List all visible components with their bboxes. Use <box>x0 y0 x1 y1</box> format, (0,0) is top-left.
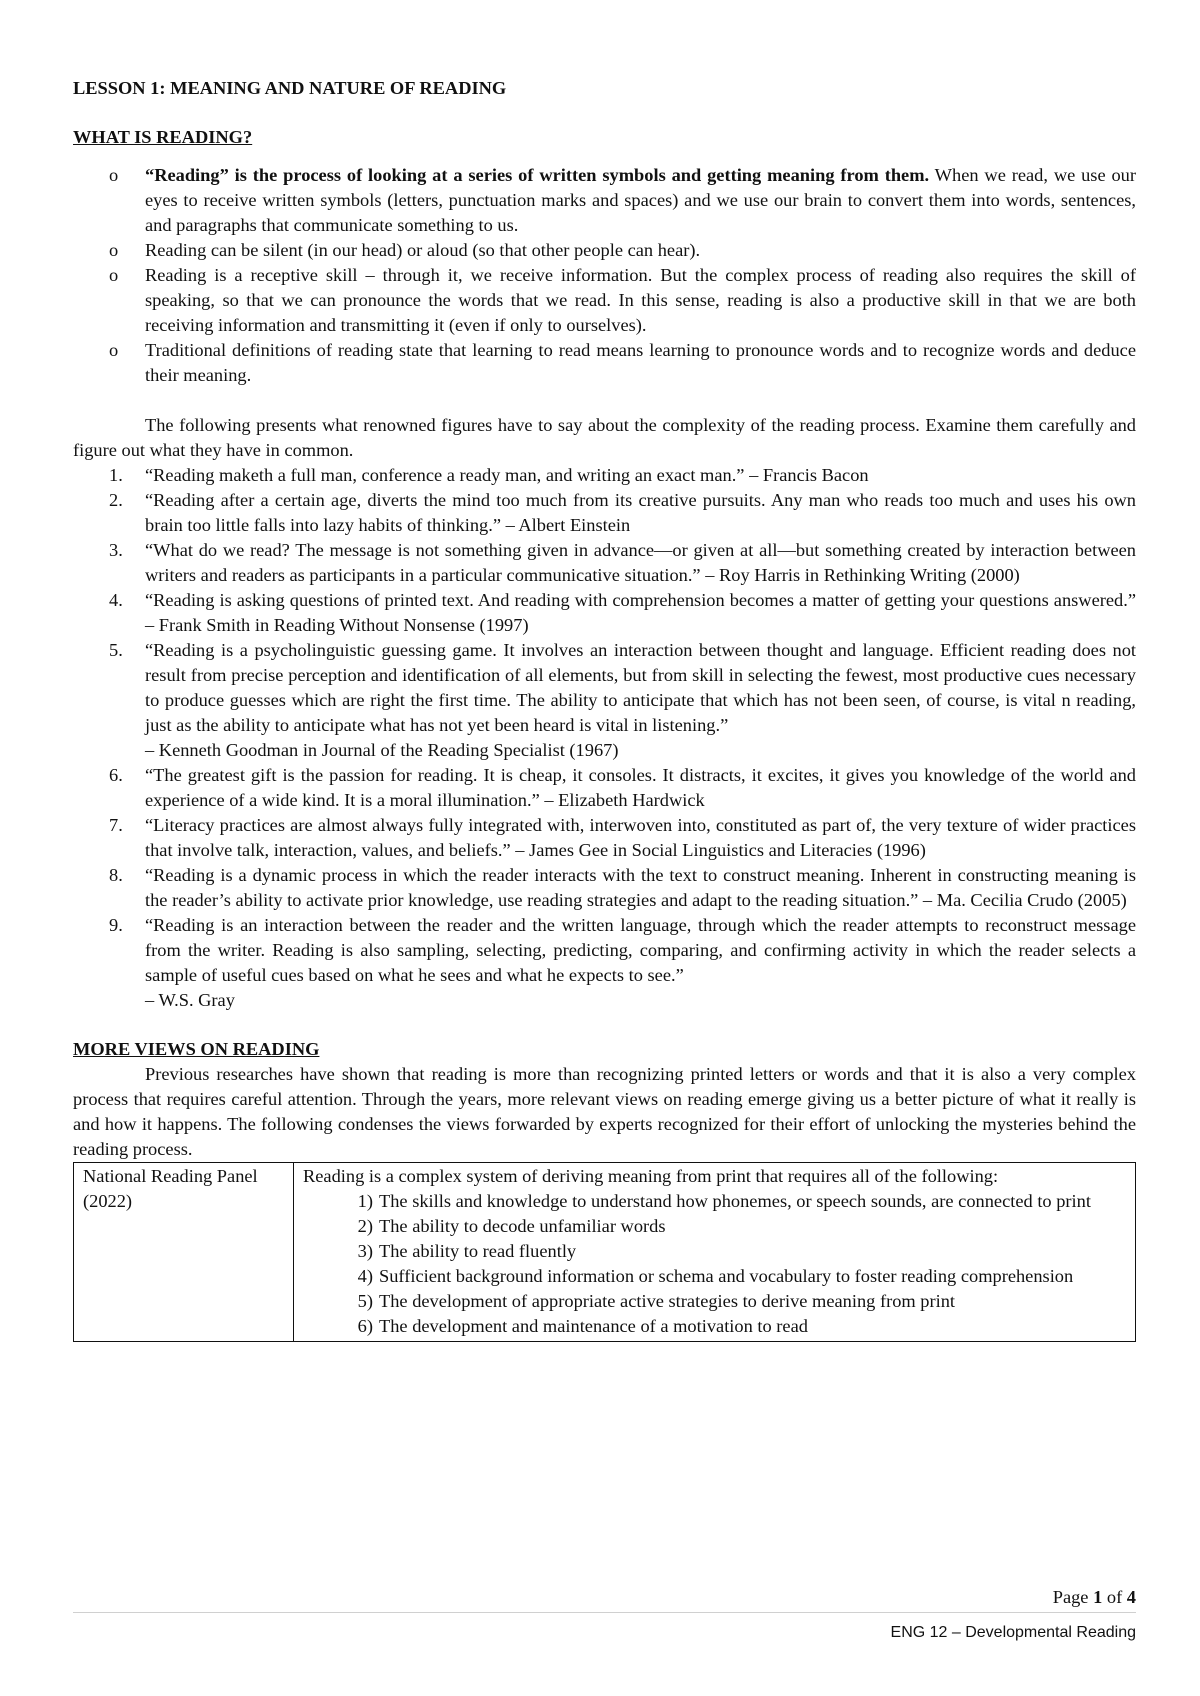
quote-number: 6. <box>109 765 123 785</box>
page-number: Page 1 of 4 <box>1052 1587 1136 1607</box>
course-title: ENG 12 – Developmental Reading <box>890 1624 1136 1641</box>
quotes-intro-paragraph: The following presents what renowned figures have to say about the complexity of the reading process. Examine them carefully and figure out what they have in common. <box>73 415 1136 460</box>
requirement-item <box>303 1314 1127 1339</box>
quote-item <box>73 588 1136 638</box>
quote-text: “Literacy practices are almost always fully integrated with, interwoven into, constituted as part of, the very texture of wider practices that involve talk, interaction, values, and beliefs.” – James Gee in Social Linguistics and Literacies (1996) <box>145 815 1136 860</box>
description-cell <box>294 1163 1136 1342</box>
quote-number: 8. <box>109 865 123 885</box>
quote-attribution: – W.S. Gray <box>145 990 235 1010</box>
requirement-item <box>303 1264 1127 1289</box>
bullet-marker: o <box>109 240 119 260</box>
requirement-number: 3) <box>357 1241 373 1261</box>
quote-number: 5. <box>109 640 123 660</box>
requirement-list <box>303 1189 1127 1339</box>
quote-number: 9. <box>109 915 123 935</box>
lesson-title: LESSON 1: MEANING AND NATURE OF READING <box>73 78 507 98</box>
list-item <box>73 163 1136 238</box>
quote-number: 7. <box>109 815 123 835</box>
bold-definition: “Reading” is the process of looking at a series of written symbols and getting meaning from them. <box>145 165 930 185</box>
bullet-text: Traditional definitions of reading state that learning to read means learning to pronounce words and to recognize words and deduce their meaning. <box>145 340 1136 385</box>
bullet-text: Reading can be silent (in our head) or aloud (so that other people can hear). <box>145 240 701 260</box>
list-item <box>73 238 1136 263</box>
document-page <box>73 64 1136 1342</box>
requirement-number: 2) <box>357 1216 373 1236</box>
requirement-number: 1) <box>357 1191 373 1211</box>
requirement-number: 6) <box>357 1316 373 1336</box>
quote-item <box>73 913 1136 1013</box>
requirement-text: The skills and knowledge to understand how phonemes, or speech sounds, are connected to print <box>379 1191 1091 1211</box>
quote-number: 2. <box>109 490 123 510</box>
quote-text: “Reading is asking questions of printed text. And reading with comprehension becomes a matter of getting your questions answered.” – Frank Smith in Reading Without Nonsense (1997) <box>145 590 1136 635</box>
bullet-marker: o <box>109 265 119 285</box>
quote-item <box>73 813 1136 863</box>
quotes-numbered-list <box>73 463 1136 1013</box>
bullet-marker: o <box>109 165 119 185</box>
requirement-item <box>303 1189 1127 1214</box>
requirement-text: The ability to read fluently <box>379 1241 577 1261</box>
requirement-text: The ability to decode unfamiliar words <box>379 1216 666 1236</box>
views-table <box>73 1162 1136 1342</box>
requirement-item <box>303 1239 1127 1264</box>
bullet-text: Reading is a receptive skill – through it, we receive information. But the complex process of reading also requires the skill of speaking, so that we can pronounce the words that we read. In this sense, reading is also a productive skill in that we are both receiving information and transmitting it (even if only to ourselves). <box>145 265 1136 335</box>
quote-attribution: – Kenneth Goodman in Journal of the Reading Specialist (1967) <box>145 740 619 760</box>
bullet-text: When we read, we use our eyes to receive written symbols (letters, punctuation marks and spaces) and we use our brain to convert them into words, sentences, and paragraphs that communicate something to us. <box>145 165 1136 235</box>
requirement-number: 5) <box>357 1291 373 1311</box>
quote-item <box>73 463 1136 488</box>
more-views-intro-paragraph: Previous researches have shown that reading is more than recognizing printed letters or words and that it is also a very complex process that requires careful attention. Through the years, more relevant views on reading emerge giving us a better picture of what it really is and how it happens. The following condenses the views forwarded by experts recognized for their effort of unlocking the mysteries behind the reading process. <box>73 1064 1136 1159</box>
source-cell: National Reading Panel (2022) <box>74 1163 294 1342</box>
quote-text: “What do we read? The message is not something given in advance—or given at all—but something created by interaction between writers and readers as participants in a particular communicative situation.” – Roy Harris in Rethinking Writing (2000) <box>145 540 1136 585</box>
quote-number: 1. <box>109 465 123 485</box>
list-item <box>73 263 1136 338</box>
quote-number: 4. <box>109 590 123 610</box>
quote-item <box>73 863 1136 913</box>
quote-number: 3. <box>109 540 123 560</box>
quote-text: “Reading is an interaction between the reader and the written language, through which the reader attempts to reconstruct message from the writer. Reading is also sampling, selecting, predicting, comparing, and confirming activity in which the reader selects a sample of useful cues based on what he sees and what he expects to see.” <box>145 915 1136 985</box>
footer-divider <box>73 1612 1136 1613</box>
quote-text: “Reading is a psycholinguistic guessing game. It involves an interaction between thought and language. Efficient reading does not result from precise perception and identification of all elements, but from skill in selecting the fewest, most productive cues necessary to produce guesses which are right the first time. The ability to anticipate that which has not been seen, of course, is vital n reading, just as the ability to anticipate what has not yet been heard is vital in listening.” <box>145 640 1136 735</box>
quote-text: “The greatest gift is the passion for reading. It is cheap, it consoles. It distracts, it excites, it gives you knowledge of the world and experience of a wide kind. It is a moral illumination.” – Elizabeth Hardwick <box>145 765 1136 810</box>
quote-text: “Reading after a certain age, diverts the mind too much from its creative pursuits. Any man who reads too much and uses his own brain too little falls into lazy habits of thinking.” – Albert Einstein <box>145 490 1136 535</box>
list-item <box>73 338 1136 388</box>
quote-item <box>73 638 1136 763</box>
quote-text: “Reading is a dynamic process in which the reader interacts with the text to construct meaning. Inherent in constructing meaning is the reader’s ability to activate prior knowledge, use reading strategies and adapt to the reading situation.” – Ma. Cecilia Crudo (2005) <box>145 865 1136 910</box>
requirement-text: The development and maintenance of a motivation to read <box>379 1316 808 1336</box>
definition-bullet-list <box>73 163 1136 388</box>
description-lead: Reading is a complex system of deriving meaning from print that requires all of the following: <box>303 1166 999 1186</box>
quote-text: “Reading maketh a full man, conference a ready man, and writing an exact man.” – Francis Bacon <box>145 465 869 485</box>
requirement-number: 4) <box>357 1266 373 1286</box>
quote-item <box>73 488 1136 538</box>
requirement-text: The development of appropriate active strategies to derive meaning from print <box>379 1291 956 1311</box>
quote-item <box>73 538 1136 588</box>
requirement-item <box>303 1289 1127 1314</box>
table-row <box>74 1163 1136 1342</box>
requirement-text: Sufficient background information or schema and vocabulary to foster reading comprehension <box>379 1266 1074 1286</box>
section-heading-more-views: MORE VIEWS ON READING <box>73 1039 320 1059</box>
bullet-marker: o <box>109 340 119 360</box>
requirement-item <box>303 1214 1127 1239</box>
section-heading-what-is-reading: WHAT IS READING? <box>73 127 253 147</box>
quote-item <box>73 763 1136 813</box>
